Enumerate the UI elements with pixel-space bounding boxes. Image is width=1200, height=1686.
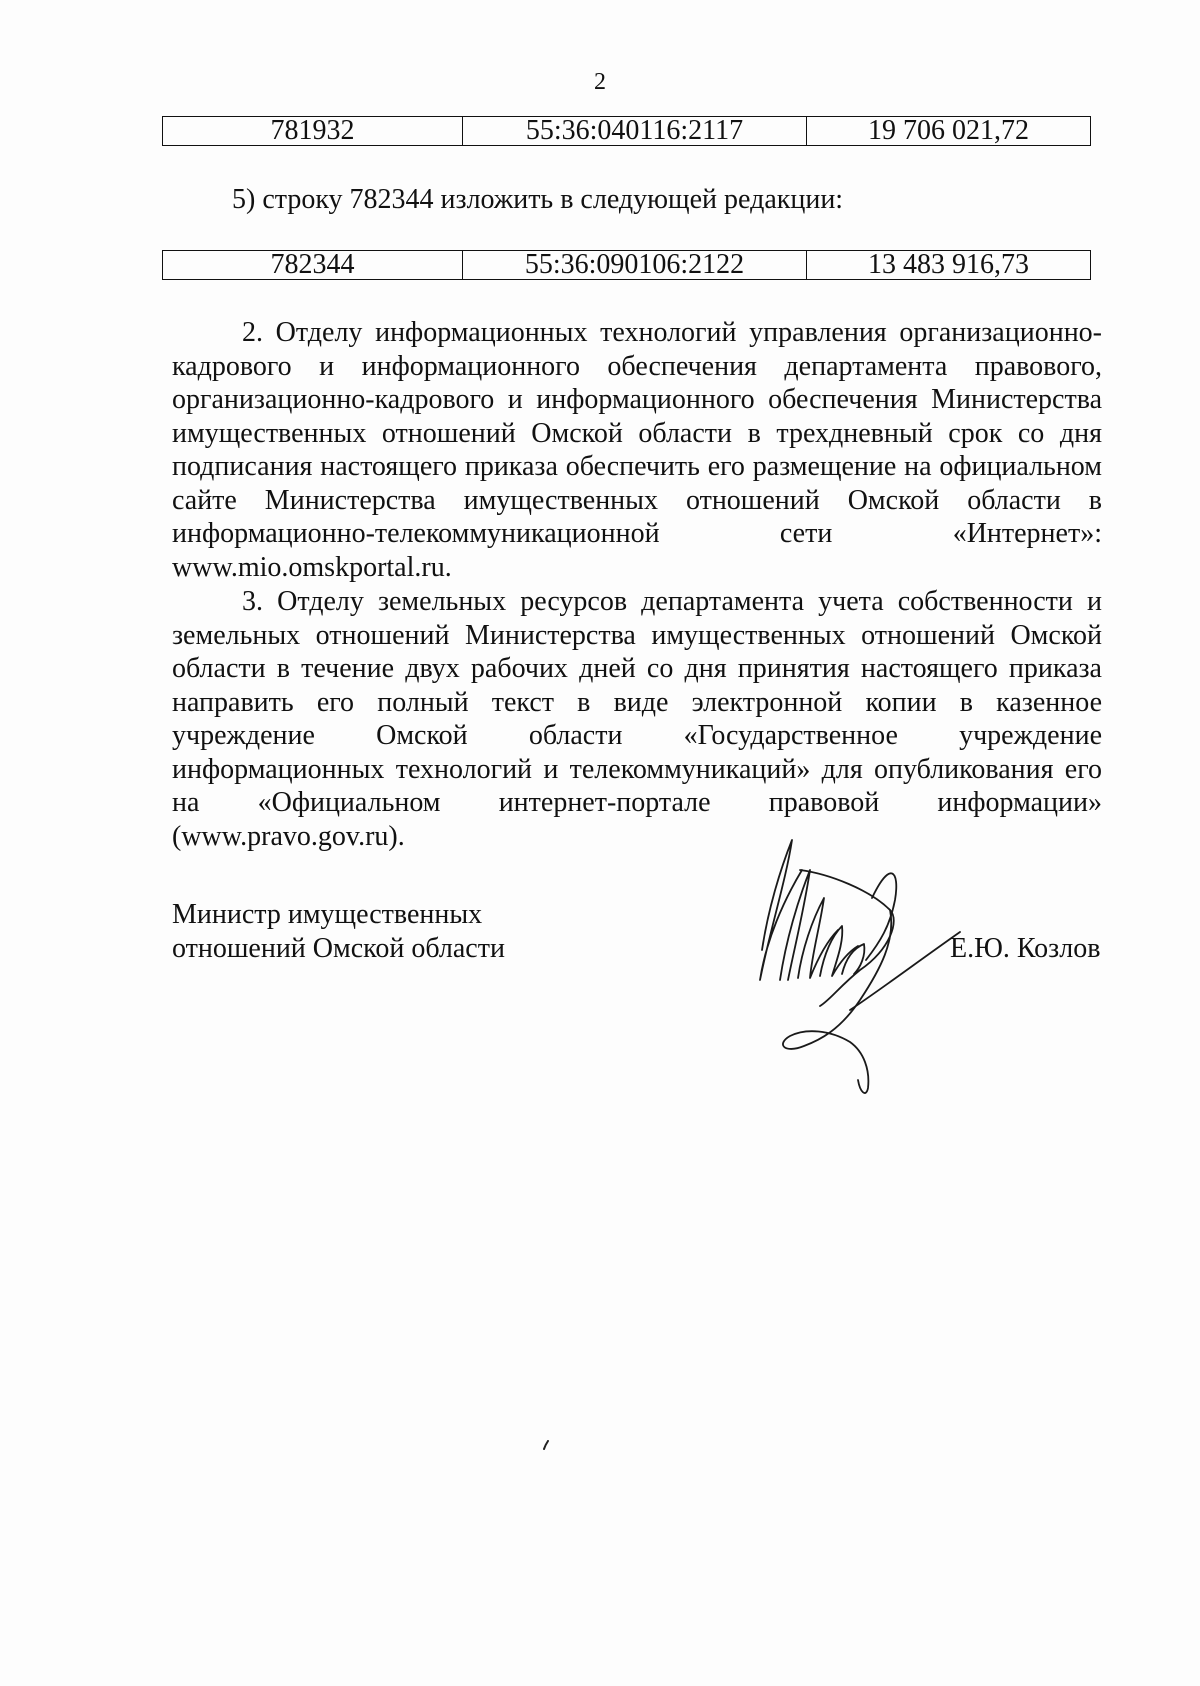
table-cell-cadastral-number: 55:36:090106:2122 [463, 251, 807, 280]
table-cell-value: 13 483 916,73 [807, 251, 1091, 280]
paragraph-3: 3. Отделу земельных ресурсов департамента учета собственности и земельных отношений Министерства имущественных отношений Омской области в течение двух рабочих дней со дня принятия настоящего приказа направить его полный текст в виде электронной копии в казенное учреждение Омской области «Государственное учреждение информационных технологий и телекоммуникаций» для опубликования его на «Официальном интернет-портале правовой информации» (www.pravo.gov.ru). [172, 586, 1102, 852]
signer-position-line: отношений Омской области [172, 933, 505, 964]
table-cell-cadastral-number: 55:36:040116:2117 [463, 117, 807, 146]
ink-mark [542, 1440, 550, 1450]
table-row [163, 251, 1091, 280]
table-cell-number: 782344 [163, 251, 463, 280]
paragraph-2: 2. Отделу информационных технологий управления организационно-кадрового и информационного обеспечения департамента правового, организационно-кадрового и информационного обеспечения Министерства имущественных отношений Омской области в трехдневный срок со дня подписания настоящего приказа обеспечить его размещение на официальном сайте Министерства имущественных отношений Омской области в информационно-телекоммуникационной сети «Интернет»: www.mio.omskportal.ru. [172, 317, 1102, 583]
signer-name: Е.Ю. Козлов [950, 933, 1101, 964]
table-cell-number: 781932 [163, 117, 463, 146]
signer-position-line: Министр имущественных [172, 899, 483, 930]
table-cell-value: 19 706 021,72 [807, 117, 1091, 146]
registry-table-2 [162, 250, 1091, 280]
signer-position [172, 898, 505, 966]
registry-table-1 [162, 116, 1091, 146]
table-row [163, 117, 1091, 146]
amendment-intro: 5) строку 782344 изложить в следующей редакции: [232, 184, 844, 215]
page-number: 2 [594, 69, 606, 95]
handwritten-signature [740, 830, 970, 1100]
